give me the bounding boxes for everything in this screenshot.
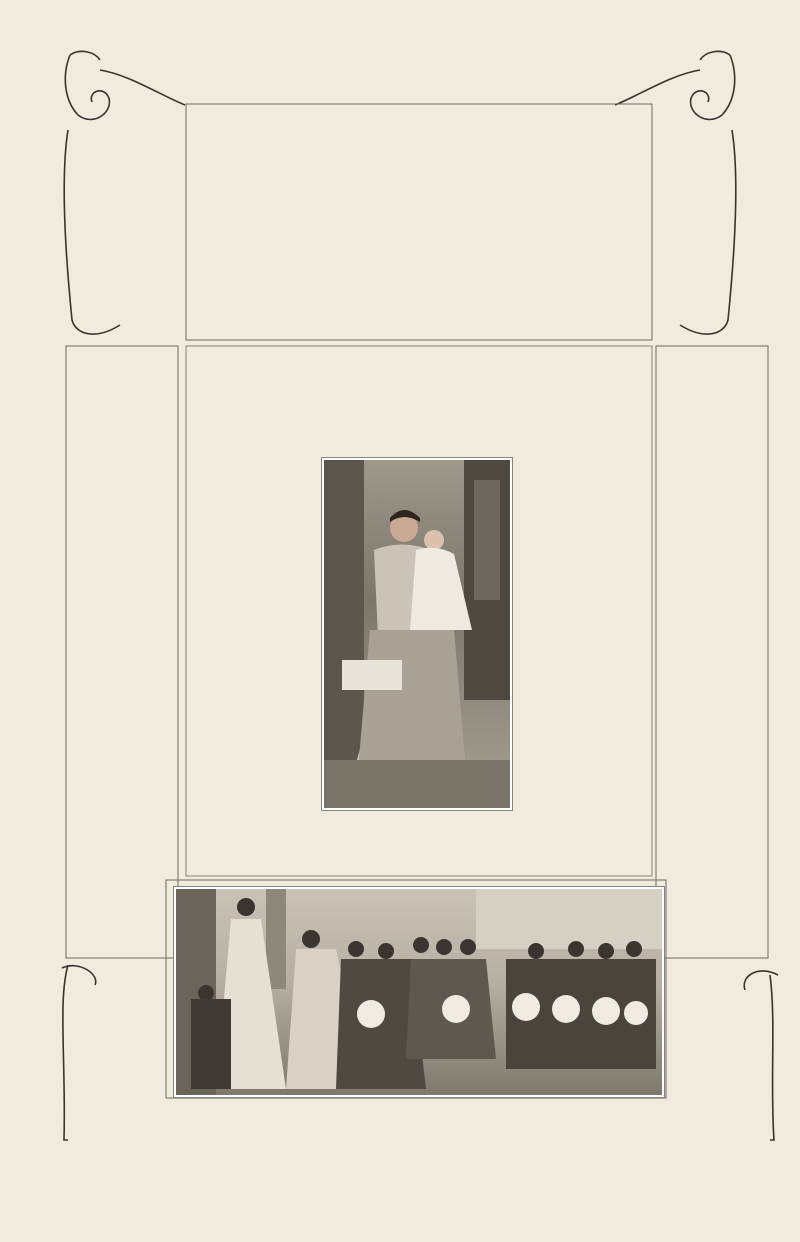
nurse-with-child-photo — [322, 458, 512, 810]
mothers-and-children-photo — [174, 887, 664, 1097]
group-illustration — [176, 889, 662, 1095]
nurse-illustration — [324, 460, 510, 808]
